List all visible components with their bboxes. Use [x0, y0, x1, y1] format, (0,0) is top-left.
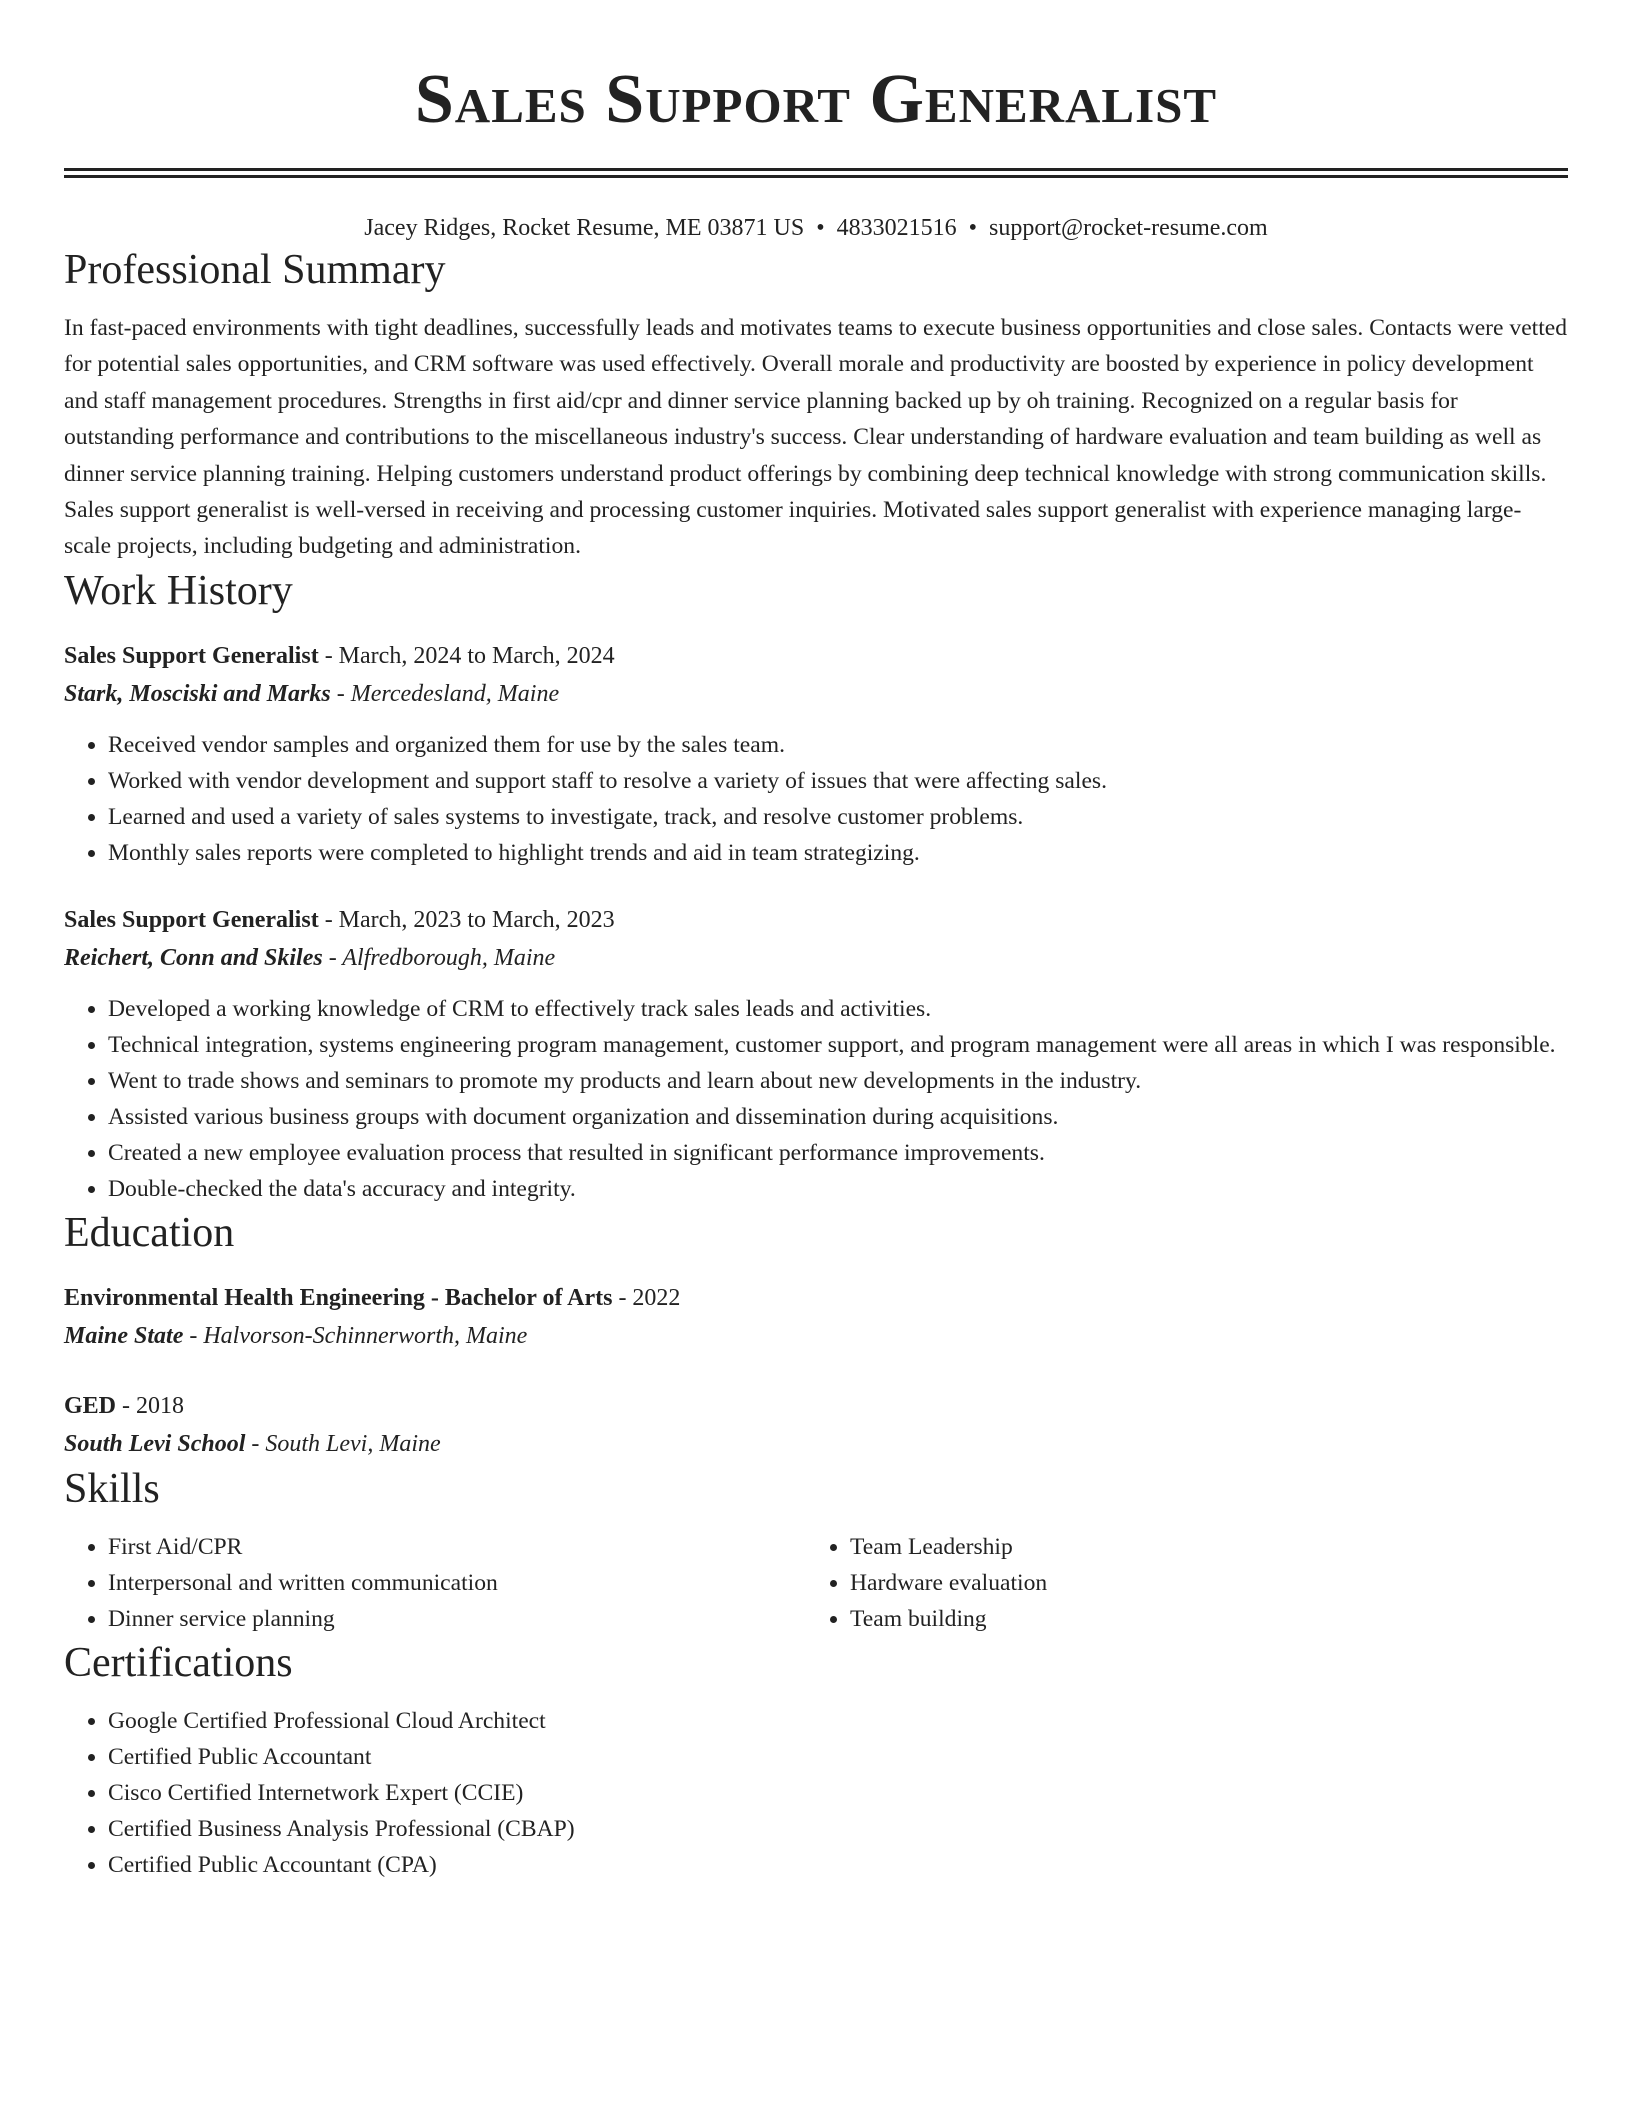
school-line	[64, 1317, 1568, 1355]
certifications-list	[64, 1703, 1568, 1883]
education-entry	[64, 1279, 1568, 1355]
contact-line	[64, 212, 1568, 244]
job-entry	[64, 637, 1568, 871]
contact-separator: •	[968, 215, 978, 241]
degree-line	[64, 1387, 1568, 1425]
job-duties-list	[64, 991, 1568, 1207]
job-location: - Mercedesland, Maine	[330, 680, 560, 707]
school-location: - South Levi, Maine	[245, 1430, 441, 1457]
list-item: • Assisted various business groups with document organization and dissemination during acquisitions.	[108, 1099, 1568, 1135]
list-item: • Created a new employee evaluation process that resulted in significant performance improvements.	[108, 1135, 1568, 1171]
contact-phone: 4833021516	[836, 215, 957, 241]
list-item: • Learned and used a variety of sales systems to investigate, track, and resolve customer problems.	[108, 799, 1568, 835]
school-location: - Halvorson-Schinnerworth, Maine	[183, 1322, 528, 1349]
job-company: Reichert, Conn and Skiles	[64, 944, 323, 971]
job-title: Sales Support Generalist	[64, 906, 319, 933]
education-entry	[64, 1387, 1568, 1463]
list-item: • Monthly sales reports were completed to highlight trends and aid in team strategizing.	[108, 835, 1568, 871]
certification-item: • Certified Public Accountant (CPA)	[108, 1847, 1568, 1883]
title-divider	[64, 168, 1568, 178]
contact-separator: •	[816, 215, 825, 241]
resume-title: Sales Support Generalist	[414, 61, 1218, 138]
list-item: • Received vendor samples and organized them for use by the sales team.	[108, 727, 1568, 763]
job-title-line	[64, 901, 1568, 939]
school-line	[64, 1425, 1568, 1463]
certification-item: • Cisco Certified Internetwork Expert (CCIE)	[108, 1775, 1568, 1811]
list-item: • Technical integration, systems engineering program management, customer support, and program management were all areas in which I was responsible.	[108, 1027, 1568, 1063]
school: Maine State	[64, 1322, 184, 1349]
skills-heading: Skills	[64, 1465, 160, 1512]
degree-year: - 2022	[612, 1284, 681, 1311]
school: South Levi School	[64, 1430, 246, 1457]
certification-item: • Certified Business Analysis Professional (CBAP)	[108, 1811, 1568, 1847]
job-duties-list	[64, 727, 1568, 871]
job-title: Sales Support Generalist	[64, 642, 319, 669]
list-item: • Worked with vendor development and support staff to resolve a variety of issues that were affecting sales.	[108, 763, 1568, 799]
degree: Environmental Health Engineering - Bachelor of Arts	[64, 1284, 613, 1311]
contact-address: Jacey Ridges, Rocket Resume, ME 03871 US	[364, 215, 805, 241]
job-location: - Alfredborough, Maine	[322, 944, 556, 971]
skill-item: • Hardware evaluation	[850, 1565, 1548, 1601]
job-title-line	[64, 637, 1568, 675]
list-item: • Went to trade shows and seminars to promote my products and learn about new developments in the industry.	[108, 1063, 1568, 1099]
list-item: • Double-checked the data's accuracy and integrity.	[108, 1171, 1568, 1207]
job-entry	[64, 901, 1568, 1207]
list-item: • Developed a working knowledge of CRM to effectively track sales leads and activities.	[108, 991, 1568, 1027]
skill-item: • Team building	[850, 1601, 1548, 1637]
work-history-heading: Work History	[64, 567, 293, 614]
degree-year: - 2018	[116, 1392, 185, 1419]
summary-text: In fast-paced environments with tight deadlines, successfully leads and motivates teams to execute business opportunities and close sales. Contacts were vetted for potential sales opportunities, and CRM software was used effectively. Overall morale and productivity are boosted by experience in policy development and staff management procedures. Strengths in first aid/cpr and dinner service planning backed up by oh training. Recognized on a regular basis for outstanding performance and contributions to the miscellaneous industry's success. Clear understanding of hardware evaluation and team building as well as dinner service planning training. Helping customers understand product offerings by combining deep technical knowledge with strong communication skills. Sales support generalist is well-versed in receiving and processing customer inquiries. Motivated sales support generalist with experience managing large-scale projects, including budgeting and administration.	[64, 315, 1568, 560]
certifications-heading: Certifications	[64, 1639, 293, 1686]
job-dates: - March, 2024 to March, 2024	[318, 642, 615, 669]
skills-columns	[64, 1529, 1568, 1637]
skill-item: • Dinner service planning	[108, 1601, 806, 1637]
education-heading: Education	[64, 1209, 235, 1256]
contact-email: support@rocket-resume.com	[989, 215, 1268, 241]
skills-list-left	[64, 1529, 806, 1637]
degree-line	[64, 1279, 1568, 1317]
degree: GED	[64, 1392, 117, 1419]
job-dates: - March, 2023 to March, 2023	[318, 906, 615, 933]
job-company-line	[64, 939, 1568, 977]
job-company-line	[64, 675, 1568, 713]
certification-item: • Google Certified Professional Cloud Architect	[108, 1703, 1568, 1739]
skill-item: • First Aid/CPR	[108, 1529, 806, 1565]
job-company: Stark, Mosciski and Marks	[64, 680, 331, 707]
skill-item: • Interpersonal and written communication	[108, 1565, 806, 1601]
skills-list-right	[806, 1529, 1548, 1637]
skill-item: • Team Leadership	[850, 1529, 1548, 1565]
summary-heading: Professional Summary	[64, 247, 446, 293]
certification-item: • Certified Public Accountant	[108, 1739, 1568, 1775]
